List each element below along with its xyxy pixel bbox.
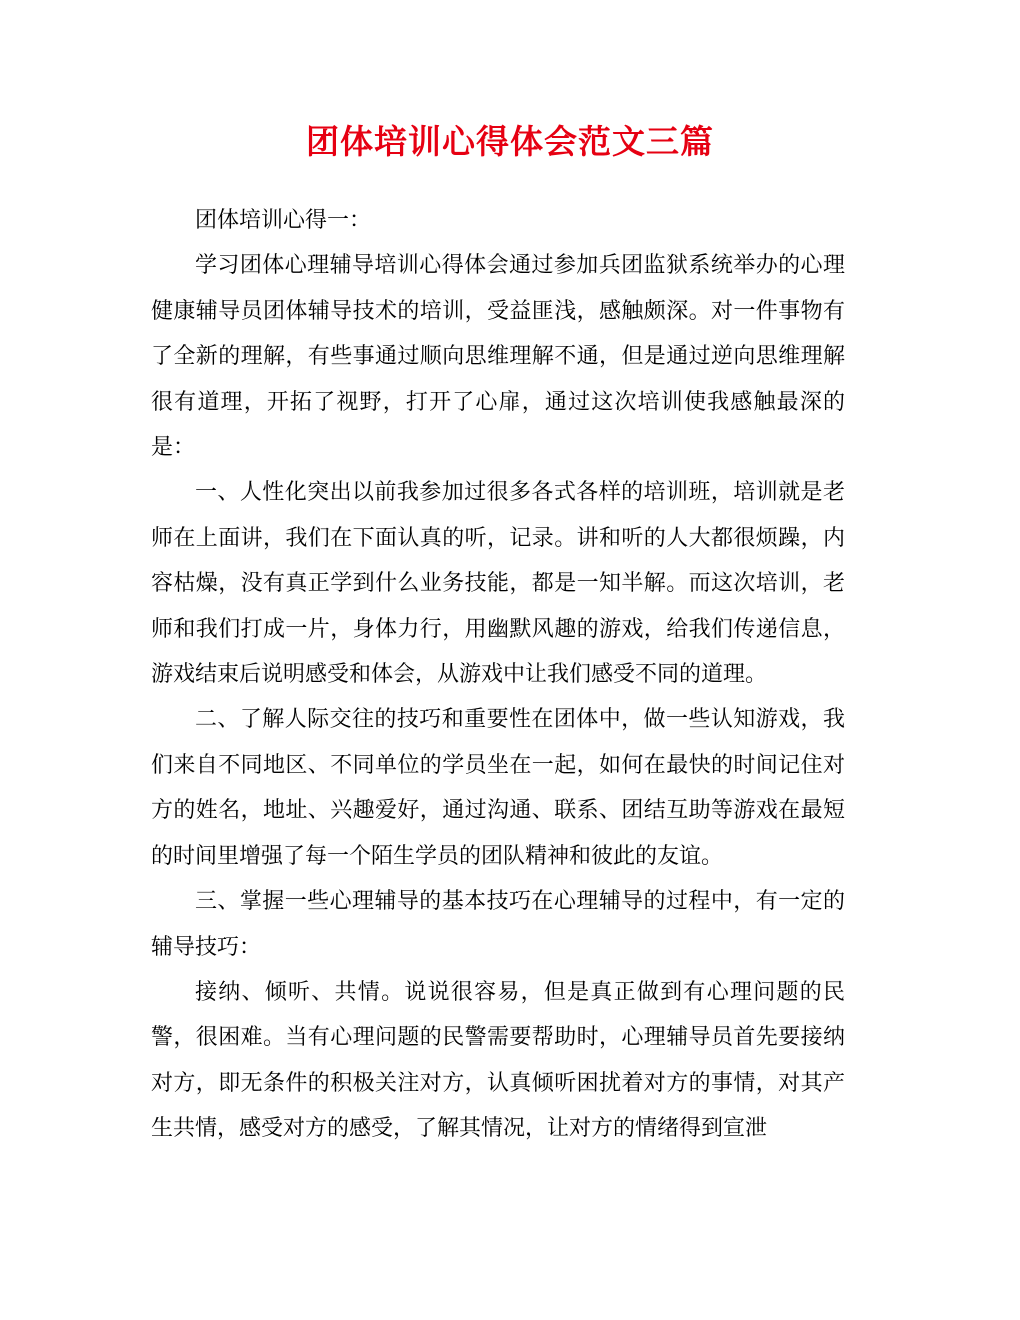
paragraph: 二、了解人际交往的技巧和重要性在团体中，做一些认知游戏，我们来自不同地区、不同单位的学员坐在一起，如何在最快的时间记住对方的姓名，地址、兴趣爱好，通过沟通、联系、团结互助等游戏在最短的时间里增强了每一个陌生学员的团队精神和彼此的友谊。 xyxy=(151,707,845,869)
document-title: 团体培训心得体会范文三篇 xyxy=(306,122,714,161)
document-body xyxy=(151,198,845,1152)
paragraph: 一、人性化突出以前我参加过很多各式各样的培训班，培训就是老师在上面讲，我们在下面认真的听，记录。讲和听的人大都很烦躁，内容枯燥，没有真正学到什么业务技能，都是一知半解。而这次培训，老师和我们打成一片，身体力行，用幽默风趣的游戏，给我们传递信息，游戏结束后说明感受和体会，从游戏中让我们感受不同的道理。 xyxy=(151,480,845,688)
paragraph: 学习团体心理辅导培训心得体会通过参加兵团监狱系统举办的心理健康辅导员团体辅导技术的培训，受益匪浅，感触颇深。对一件事物有了全新的理解，有些事通过顺向思维理解不通，但是通过逆向思维理解很有道理，开拓了视野，打开了心扉，通过这次培训使我感触最深的是： xyxy=(151,253,845,461)
paragraph: 接纳、倾听、共情。说说很容易，但是真正做到有心理问题的民警，很困难。当有心理问题的民警需要帮助时，心理辅导员首先要接纳对方，即无条件的积极关注对方，认真倾听困扰着对方的事情，对其产生共情，感受对方的感受，了解其情况，让对方的情绪得到宣泄 xyxy=(151,979,845,1142)
section-heading: 团体培训心得一： xyxy=(195,208,372,233)
paragraph: 三、掌握一些心理辅导的基本技巧在心理辅导的过程中，有一定的辅导技巧： xyxy=(151,889,845,960)
